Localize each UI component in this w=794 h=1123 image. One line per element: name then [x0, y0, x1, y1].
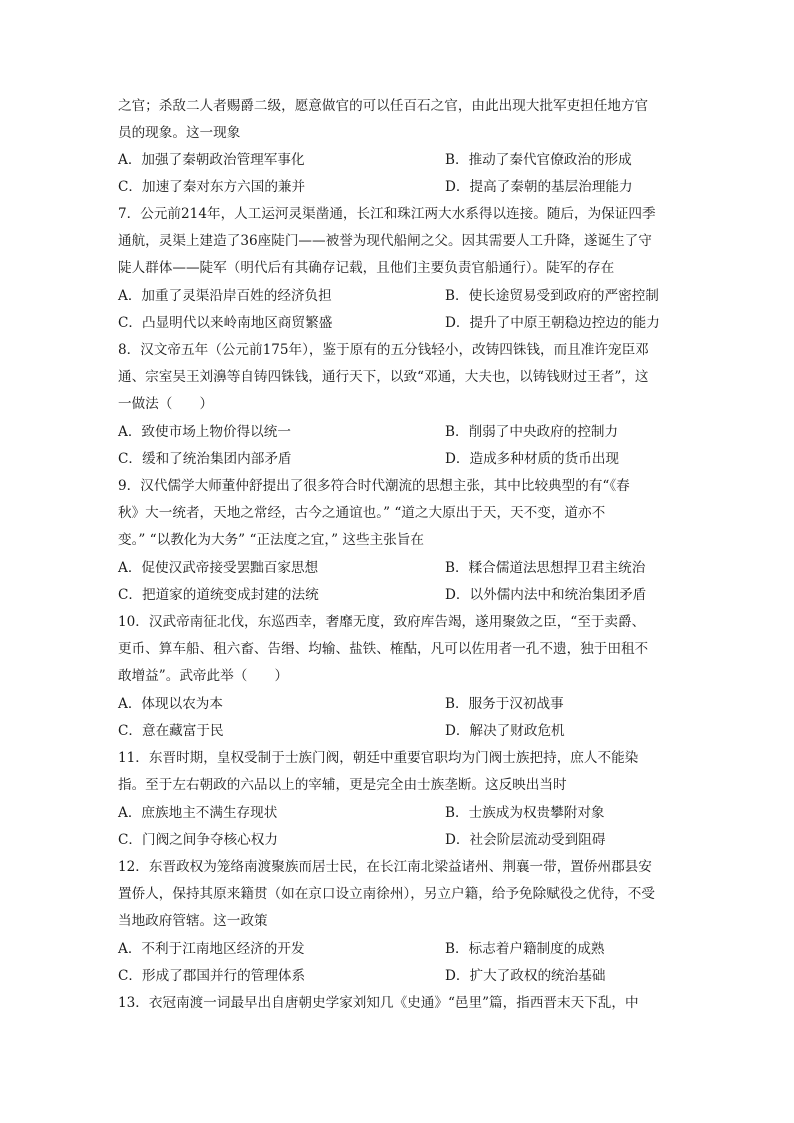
q7-option-a: A．加重了灵渠沿岸百姓的经济负担	[118, 288, 332, 304]
q7-stem-line-3: 陡人群体——陡军（明代后有其确存记载，且他们主要负责官船通行）。陡军的存在	[118, 260, 615, 276]
q10-option-c: C．意在藏富于民	[118, 723, 224, 739]
q10-stem-line-1: 10．汉武帝南征北伐，东巡西幸，奢靡无度，致府库告竭，遂用聚敛之臣，“至于卖爵、	[118, 614, 646, 630]
q10-stem-line-2: 更币、算车船、租六畜、告缗、均输、盐铁、榷酤，凡可以佐用者一孔不遗，独于田租不	[118, 641, 649, 657]
q10-stem-line-3: 敢增益”。武帝此举（ ）	[118, 668, 289, 684]
q11-option-d: D．社会阶层流动受到阻碍	[445, 832, 606, 848]
q12-stem-line-1: 12．东晋政权为笼络南渡聚族而居士民，在长江南北梁益诸州、荆襄一带，置侨州郡县安	[118, 859, 652, 875]
q13-stem-line-1: 13．衣冠南渡一词最早出自唐朝史学家刘知几《史通》“邑里”篇，指西晋末天下乱，中	[118, 995, 639, 1011]
q12-stem-line-2: 置侨人，保持其原来籍贯（如在京口设立南徐州），另立户籍，给予免除赋役之优待，不受	[118, 886, 655, 902]
q6-option-b: B．推动了秦代官僚政治的形成	[445, 152, 632, 168]
q6-stem-line-1: 之官；杀敌二人者赐爵二级，愿意做官的可以任百石之官，由此出现大批军吏担任地方官	[118, 98, 649, 114]
q11-option-b: B．士族成为权贵攀附对象	[445, 805, 605, 821]
q6-option-c: C．加速了秦对东方六国的兼并	[118, 179, 306, 195]
q10-option-a: A．体现以农为本	[118, 696, 223, 712]
q8-stem-line-2: 通、宗室吴王刘濞等自铸四铢钱，通行天下，以致“邓通，大夫也，以铸钱财过王者”，这	[118, 369, 649, 385]
q9-option-b: B．糅合儒道法思想捍卫君主统治	[445, 560, 646, 576]
q11-option-c: C．门阀之间争夺核心权力	[118, 832, 278, 848]
q8-option-a: A．致使市场上物价得以统一	[118, 424, 291, 440]
q8-stem-line-1: 8．汉文帝五年（公元前175年），鉴于原有的五分钱轻小，改铸四铢钱，而且准许宠臣邓	[118, 342, 649, 358]
q7-option-b: B．使长途贸易受到政府的严密控制	[445, 288, 659, 304]
q11-stem-line-2: 指。至于左右朝政的六品以上的宰辅，更是完全由士族垄断。这反映出当时	[118, 777, 567, 793]
q7-stem-line-2: 通航，灵渠上建造了36座陡门——被誉为现代船闸之父。因其需要人工升降，遂诞生了守	[118, 233, 652, 249]
q10-option-d: D．解决了财政危机	[445, 723, 565, 739]
q9-option-c: C．把道家的道统变成封建的法统	[118, 587, 319, 603]
q12-option-a: A．不利于江南地区经济的开发	[118, 941, 305, 957]
q9-stem-line-1: 9．汉代儒学大师董仲舒提出了很多符合时代潮流的思想主张，其中比较典型的有“《春	[118, 478, 630, 494]
q11-stem-line-1: 11．东晋时期，皇权受制于士族门阀，朝廷中重要官职均为门阀士族把持，庶人不能染	[118, 750, 639, 766]
q6-option-a: A．加强了秦朝政治管理军事化	[118, 152, 305, 168]
q8-stem-line-3: 一做法（ ）	[118, 396, 214, 412]
q6-option-d: D．提高了秦朝的基层治理能力	[445, 179, 633, 195]
q12-option-d: D．扩大了政权的统治基础	[445, 968, 606, 984]
q9-stem-line-2: 秋》大一统者，天地之常经，古今之通谊也。” “道之大原出于天，天不变，道亦不	[118, 505, 606, 521]
q7-option-d: D．提升了中原王朝稳边控边的能力	[445, 315, 660, 331]
q10-option-b: B．服务于汉初战事	[445, 696, 564, 712]
q7-option-c: C．凸显明代以来岭南地区商贸繁盛	[118, 315, 333, 331]
q12-option-c: C．形成了郡国并行的管理体系	[118, 968, 306, 984]
q11-option-a: A．庶族地主不满生存现状	[118, 805, 278, 821]
q9-stem-line-3: 变。” “以教化为大务” “正法度之宜，” 这些主张旨在	[118, 532, 424, 548]
q8-option-c: C．缓和了统治集团内部矛盾	[118, 451, 292, 467]
q6-stem-line-2: 员的现象。这一现象	[118, 125, 241, 141]
q7-stem-line-1: 7．公元前214年，人工运河灵渠凿通，长江和珠江两大水系得以连接。随后，为保证四季	[118, 206, 656, 222]
q9-option-d: D．以外儒内法中和统治集团矛盾	[445, 587, 647, 603]
q8-option-d: D．造成多种材质的货币出现	[445, 451, 620, 467]
q12-stem-line-3: 当地政府管辖。这一政策	[118, 913, 268, 929]
q9-option-a: A．促使汉武帝接受罢黜百家思想	[118, 560, 319, 576]
q12-option-b: B．标志着户籍制度的成熟	[445, 941, 605, 957]
q8-option-b: B．削弱了中央政府的控制力	[445, 424, 619, 440]
